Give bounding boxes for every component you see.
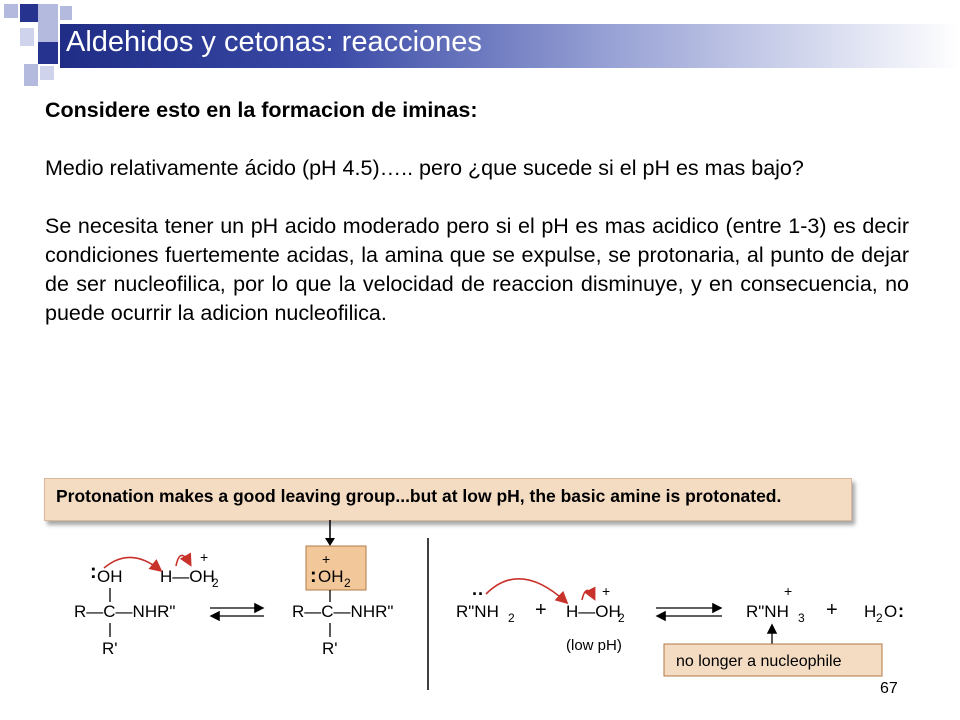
deco-square-light-5 — [24, 64, 38, 86]
plus-sign-2: + — [826, 599, 838, 621]
body-paragraph-1: Medio relativamente ácido (pH 4.5)….. pero ¿que sucede si el pH es mas bajo? — [45, 156, 804, 180]
body-heading: Considere esto en la formacion de iminas: — [45, 98, 478, 122]
product-oh2-plus: + — [322, 551, 331, 567]
arrow-bond-to-o-2 — [582, 590, 594, 600]
arrow-amine-to-h — [486, 579, 566, 602]
reactant-r-prime: R' — [102, 639, 118, 658]
note-text: no longer a nucleophile — [676, 653, 842, 670]
deco-square-light-3 — [20, 28, 34, 46]
product-backbone: R—C—NHR" — [292, 602, 394, 621]
body-paragraph-2: Se necesita tener un pH acido moderado pero si el pH es mas acidico (entre 1-3) es decir condiciones fuertemente acidas, la amina que se expulse, se protonaria, al punto de dejar de ser nucleofilica, por lo que la velocidad de reaccion disminuye, y en consecuencia, no puede ocurrir la adicion nucleofilica. — [45, 214, 909, 325]
hydronium-plus: + — [200, 549, 209, 565]
amine: R"NH — [456, 602, 499, 621]
hydronium-2-plus: + — [602, 583, 611, 599]
reaction-diagram — [0, 520, 960, 720]
low-ph-label: (low pH) — [566, 637, 622, 654]
ammonium-sub-3: 3 — [798, 611, 805, 625]
water-sub-2: 2 — [876, 611, 883, 625]
deco-square-light-6 — [40, 66, 54, 80]
figure-banner-text: Protonation makes a good leaving group...but at low pH, the basic amine is protonated. — [56, 486, 782, 506]
product-oh2: OH — [318, 567, 344, 586]
deco-square-light-4 — [60, 6, 72, 20]
deco-square-light-1 — [4, 4, 18, 18]
deco-square-dark-2 — [38, 42, 58, 64]
water-o: O — [884, 602, 898, 621]
banner-connector-arrowhead — [325, 538, 335, 546]
reactant-backbone: R—C—NHR" — [74, 602, 176, 621]
arrow-bond-to-o — [176, 555, 190, 566]
ammonium-plus: + — [784, 583, 793, 599]
product-r-prime: R' — [322, 639, 338, 658]
deco-square-dark-1 — [20, 4, 38, 22]
page-number: 67 — [880, 680, 898, 697]
amine-lone-pair-dot: ·· — [472, 584, 484, 604]
hydronium-2: H—OH — [566, 602, 621, 621]
plus-sign-1: + — [535, 599, 547, 621]
slide-title: Aldehidos y cetonas: reacciones — [66, 26, 482, 58]
reactant-oh: OH — [97, 567, 123, 586]
product-oh2-sub: 2 — [344, 576, 351, 590]
oh-lone-pair-dot: : — [90, 561, 97, 583]
hydronium-2-sub: 2 — [618, 611, 625, 625]
product-oh2-dot: : — [310, 565, 317, 587]
deco-square-light-2 — [38, 4, 58, 42]
amine-sub-2: 2 — [508, 611, 515, 625]
water-h: H — [864, 602, 877, 621]
slide-body — [45, 96, 909, 328]
hydronium-h-o: H—OH — [160, 567, 215, 586]
water-lone-pair-dots: : — [898, 601, 904, 621]
ammonium: R"NH — [746, 602, 789, 621]
hydronium-sub-2: 2 — [212, 576, 219, 590]
